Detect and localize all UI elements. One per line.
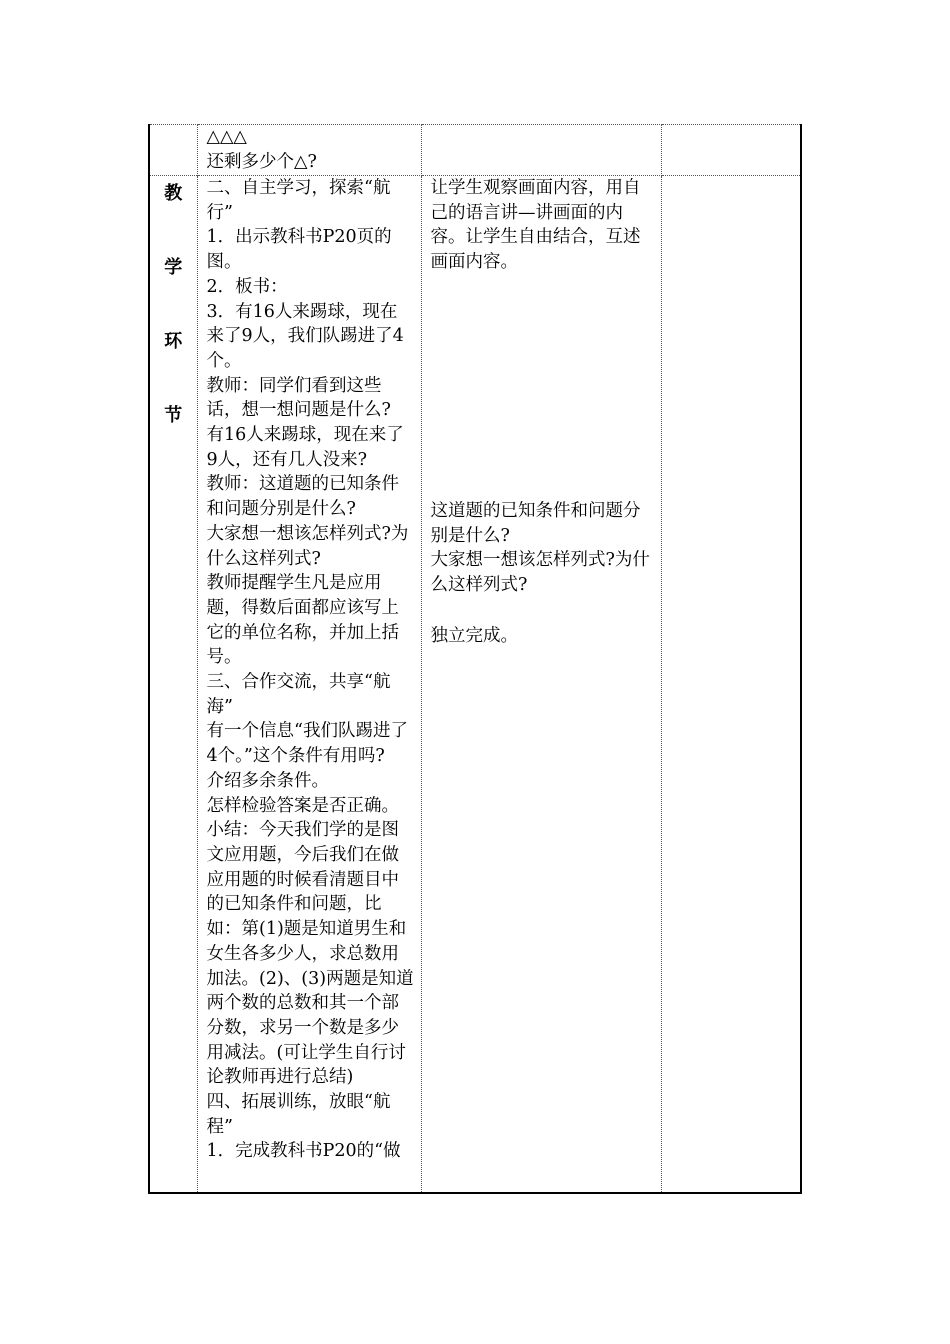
content-line: 有一个信息“我们队踢进了4个。”这个条件有用吗? (206, 721, 408, 767)
stage-cell-top (149, 125, 197, 176)
content-cell (197, 176, 421, 1194)
student-activity-cell (421, 176, 661, 1194)
stage-cell (149, 176, 197, 1194)
stage-char: 环 (164, 331, 183, 352)
stage-char: 节 (164, 405, 183, 426)
content-line: 1．出示教科书P20页的图。 (206, 227, 392, 273)
lesson-plan-table (148, 124, 802, 1194)
activity-text: 这道题的已知条件和问题分别是什么? (430, 500, 641, 546)
table-row-main (149, 176, 801, 1194)
table-row-top (149, 125, 801, 176)
content-line: 1．完成教科书P20的“做 (206, 1141, 401, 1162)
note-cell-top (661, 125, 801, 176)
triangles-line: △△△ (206, 127, 247, 147)
content-line: 怎样检验答案是否正确。 (206, 795, 399, 816)
content-cell-top (197, 125, 421, 176)
content-line: 2．板书： (206, 276, 288, 297)
section-heading: 二、自主学习，探索“航行” (206, 178, 391, 223)
content-line: 介绍多余条件。 (206, 770, 329, 791)
content-line: 教师提醒学生凡是应用题，得数后面都应该写上它的单位名称，并加上括号。 (206, 573, 399, 668)
student-cell-top (421, 125, 661, 176)
question-line: 还剩多少个△? (206, 151, 317, 172)
stage-char: 学 (164, 257, 183, 278)
content-line: 教师：这道题的已知条件和问题分别是什么? (206, 474, 399, 520)
content-line: 教师：同学们看到这些话，想一想问题是什么? (206, 375, 391, 421)
activity-text: 独立完成。 (430, 625, 518, 646)
stage-label (150, 176, 197, 478)
summary-paragraph: 小结：今天我们学的是图文应用题，今后我们在做应用题的时候看清题目中的已知条件和问题，比如：第(1)题是知道男生和女生各多少人，求总数用加法。(2)、(3)两题是知道两个数的总数和其一个部分数，求另一个数是多少用减法。(可让学生自行讨论教师再进行总结) (206, 820, 414, 1088)
section-heading: 四、拓展训练，放眼“航程” (206, 1092, 391, 1137)
section-heading: 三、合作交流，共享“航海” (206, 672, 391, 717)
content-line: 有16人来踢球，现在来了9人，还有几人没来? (206, 425, 404, 470)
activity-text: 让学生观察画面内容，用自己的语言讲—讲画面的内容。让学生自由结合，互述画面内容。 (430, 178, 641, 273)
note-cell (661, 176, 801, 1194)
content-line: 3．有16人来踢球，现在来了9人，我们队踢进了4个。 (206, 301, 404, 371)
content-line: 大家想一想该怎样列式?为什么这样列式? (206, 523, 409, 569)
activity-text: 大家想一想该怎样列式?为什么这样列式? (430, 550, 650, 595)
stage-char: 教 (164, 183, 183, 204)
